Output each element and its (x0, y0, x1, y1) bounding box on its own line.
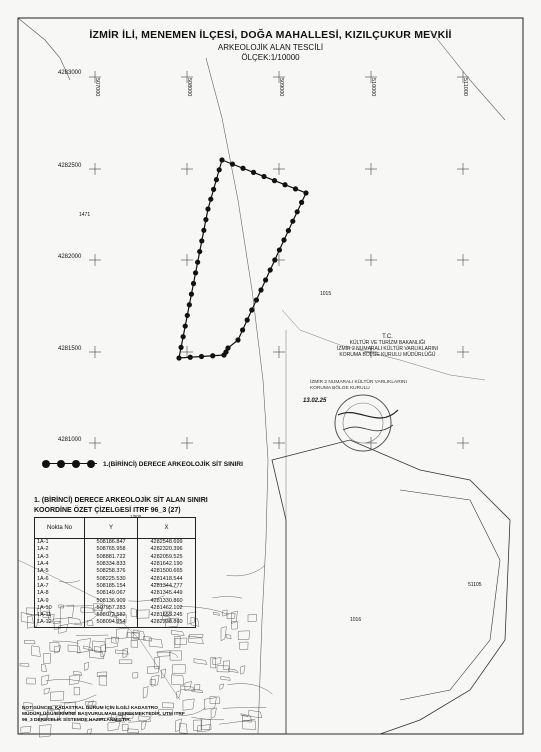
table-cell-y: 508149.067 (85, 590, 138, 597)
cadastral-parcel (94, 646, 101, 652)
cadastral-parcel (21, 726, 31, 733)
site-boundary-dot (189, 292, 194, 297)
table-cell-point: 1A-1 (35, 539, 85, 547)
site-boundary-dot (235, 337, 240, 342)
coord-table-title-line: KOORDİNE ÖZET ÇİZELGESİ ITRF 96_3 (27) (34, 507, 181, 514)
table-cell-x: 4281655.245 (138, 612, 196, 619)
cadastral-parcel (133, 673, 138, 678)
cadastral-parcel (27, 678, 36, 684)
legend-dotted-line-icon (42, 460, 97, 468)
map-subtitle: ARKEOLOJİK ALAN TESCİLİ (217, 43, 324, 52)
site-boundary-dot (199, 238, 204, 243)
cadastral-parcel (177, 690, 181, 698)
official-stamp (300, 334, 475, 358)
site-boundary-dot (210, 353, 215, 358)
site-boundary-dot (282, 182, 287, 187)
site-boundary-dot (263, 277, 268, 282)
grid-y-label-2: 4282500 (58, 163, 82, 169)
grid-crosses (89, 71, 469, 449)
table-cell-x: 4281345.449 (138, 590, 196, 597)
site-boundary-dot (208, 197, 213, 202)
table-row (35, 575, 196, 582)
table-cell-point: 1A-3 (35, 554, 85, 561)
legend (42, 460, 243, 468)
cadastral-parcel (44, 688, 50, 694)
cadastral-parcel (32, 646, 41, 657)
parcel-label: 1471 (79, 212, 91, 218)
boundary-line-north (430, 30, 505, 120)
table-row (35, 619, 196, 627)
cadastral-parcel (185, 681, 192, 690)
cadastral-line (212, 596, 242, 598)
parcel-label: 1016 (350, 617, 362, 623)
cadastral-parcel (119, 660, 132, 664)
boundary-line-main (206, 58, 268, 734)
site-boundary-dot (251, 170, 256, 175)
grid-y-label-3: 4282000 (58, 254, 82, 260)
site-boundary-dot (286, 228, 291, 233)
site-boundary-dot (240, 166, 245, 171)
site-boundary-dot (178, 345, 183, 350)
cadastral-line (191, 717, 224, 720)
cadastral-parcel (43, 653, 50, 663)
table-cell-x: 4281418.544 (138, 575, 196, 582)
table-cell-y: 508072.582 (85, 612, 138, 619)
cadastral-parcel (147, 666, 159, 673)
table-cell-point: 1A-7 (35, 583, 85, 590)
site-boundary-dot (205, 206, 210, 211)
cadastral-parcel (73, 671, 81, 675)
cadastral-parcel (84, 662, 89, 670)
cadastral-parcel (85, 702, 96, 706)
site-boundary-dot (187, 302, 192, 307)
table-row (35, 561, 196, 568)
cadastral-parcel (194, 659, 207, 665)
coord-table-scale: 1/500 (130, 514, 142, 519)
site-boundary-dot (197, 249, 202, 254)
cadastral-parcel (68, 645, 80, 652)
cadastral-parcel (220, 684, 224, 690)
table-cell-point: 1A-8 (35, 590, 85, 597)
site-boundary-dot (261, 174, 266, 179)
cadastral-parcel (175, 636, 181, 647)
column-header-x: X (138, 518, 196, 539)
site-boundary-dot (249, 307, 254, 312)
site-boundary-dot (290, 219, 295, 224)
site-boundary-dot (272, 178, 277, 183)
site-boundary-dot (214, 177, 219, 182)
site-boundary-dot (181, 334, 186, 339)
coordinate-table (34, 517, 196, 628)
table-cell-point: 1A-12 (35, 619, 85, 627)
cadastral-parcel (223, 610, 228, 616)
cadastral-line (227, 566, 265, 576)
table-cell-x: 4281344.777 (138, 583, 196, 590)
cadastral-parcel (24, 640, 35, 644)
cadastral-parcel (227, 613, 235, 619)
table-cell-y: 508225.530 (85, 575, 138, 582)
cadastral-parcel (41, 664, 46, 672)
table-cell-y: 508185.154 (85, 583, 138, 590)
site-boundary-dot (176, 355, 181, 360)
site-boundary-dot (268, 267, 273, 272)
table-cell-x: 4282238.860 (138, 619, 196, 627)
stamp-line: KÜLTÜR VE TURİZM BAKANLIĞI (349, 340, 426, 346)
table-row (35, 583, 196, 590)
cadastral-parcel (211, 657, 216, 668)
signature-date: 13.02.25 (303, 398, 327, 404)
cadastral-parcel (197, 725, 210, 732)
cadastral-parcel (172, 665, 185, 674)
site-boundary-dot (217, 167, 222, 172)
table-row (35, 590, 196, 597)
table-row (35, 546, 196, 553)
table-cell-point: 1A-10 (35, 605, 85, 612)
table-row (35, 539, 196, 547)
site-boundary-dot (295, 209, 300, 214)
table-cell-x: 4282059.525 (138, 554, 196, 561)
cadastral-parcel (248, 614, 257, 622)
site-boundary-dots (176, 157, 308, 360)
table-row (35, 597, 196, 604)
cadastral-parcel (123, 648, 128, 657)
site-boundary-dot (258, 287, 263, 292)
table-cell-y: 508881.722 (85, 554, 138, 561)
cadastral-parcel (223, 661, 229, 670)
site-boundary-dot (245, 317, 250, 322)
coord-table-title-line: 1. (BİRİNCİ) DERECE ARKEOLOJİK SİT ALAN SINIRI (34, 497, 208, 504)
table-cell-x: 4281642.190 (138, 561, 196, 568)
stamp-line: KORUMA BÖLGE KURULU (310, 386, 370, 391)
site-boundary-dot (188, 355, 193, 360)
table-cell-point: 1A-6 (35, 575, 85, 582)
site-boundary-dot (254, 297, 259, 302)
cadastral-parcel (232, 621, 238, 629)
table-cell-y: 507957.283 (85, 605, 138, 612)
table-cell-point: 1A-4 (35, 561, 85, 568)
grid-x-label-2: 508000 (186, 78, 192, 97)
cadastral-parcel (131, 640, 138, 647)
column-header-point: Nokta No (35, 518, 85, 539)
site-boundary-dot (191, 281, 196, 286)
table-cell-x: 4281462.102 (138, 605, 196, 612)
cadastral-parcel (240, 642, 248, 649)
cadastral-parcel (150, 679, 155, 684)
table-cell-y: 508258.376 (85, 568, 138, 575)
cadastral-parcel (143, 687, 148, 699)
grid-y-label-1: 4283000 (58, 70, 82, 76)
cadastral-parcel (42, 675, 49, 685)
cadastral-parcel (88, 729, 92, 734)
grid-x-label-3: 509000 (278, 78, 284, 97)
cadastral-parcel (74, 687, 80, 695)
cadastral-parcel (238, 631, 249, 640)
site-boundary-dot (219, 157, 224, 162)
site-boundary-dot (201, 228, 206, 233)
grid-y-label-5: 4281000 (58, 437, 82, 443)
cadastral-line (219, 719, 255, 724)
site-boundary-dot (240, 327, 245, 332)
cadastral-parcel (115, 650, 128, 654)
table-cell-y: 508136.909 (85, 597, 138, 604)
grid-y-label-4: 4281500 (58, 346, 82, 352)
site-boundary-dot (203, 217, 208, 222)
site-boundary-dot (193, 270, 198, 275)
site-boundary-dot (185, 313, 190, 318)
stamp-line: İZMİR 2 NUMARALI KÜLTÜR VARLIKLARINI (337, 346, 438, 352)
cadastral-parcel (158, 651, 170, 657)
site-boundary-dot (281, 237, 286, 242)
cadastral-parcel (175, 638, 187, 645)
table-cell-point: 1A-9 (35, 597, 85, 604)
cadastral-parcel (97, 672, 107, 677)
table-row (35, 612, 196, 619)
cadastral-parcel (39, 724, 51, 737)
seal-icon (318, 385, 408, 465)
table-cell-point: 1A-5 (35, 568, 85, 575)
cadastral-line (223, 707, 267, 708)
table-row (35, 605, 196, 612)
column-header-y: Y (85, 518, 138, 539)
site-boundary-dot (211, 187, 216, 192)
cadastral-parcel (192, 689, 203, 692)
grid-x-label-4: 510000 (370, 78, 376, 97)
cadastral-line (76, 635, 108, 636)
legend-label: 1.(BİRİNCİ) DERECE ARKEOLOJİK SİT SINIRI (103, 460, 243, 468)
cadastral-parcel (217, 666, 229, 672)
cadastral-parcel (152, 675, 159, 686)
cadastral-parcel (228, 669, 238, 673)
table-row (35, 554, 196, 561)
table-cell-x: 4281500.665 (138, 568, 196, 575)
cadastral-parcel (161, 669, 166, 678)
cadastral-parcel (127, 729, 138, 733)
site-boundary-dot (221, 352, 226, 357)
site-boundary-dot (293, 186, 298, 191)
site-boundary-dot (199, 354, 204, 359)
cadastral-parcel (20, 663, 29, 666)
site-boundary-dot (277, 247, 282, 252)
cadastral-parcel (221, 676, 231, 680)
site-boundary-dot (195, 260, 200, 265)
map-title: İZMİR İLİ, MENEMEN İLÇESİ, DOĞA MAHALLESİ, KIZILÇUKUR MEVKİİ (89, 29, 452, 41)
coord-table-title (34, 496, 208, 516)
table-cell-x: 4282320.396 (138, 546, 196, 553)
stamp-line: KORUMA BÖLGE KURULU MÜDÜRLÜĞÜ (339, 352, 436, 358)
table-cell-point: 1A-11 (35, 612, 85, 619)
table-cell-y: 508765.958 (85, 546, 138, 553)
table-row (35, 568, 196, 575)
map-scale: ÖLÇEK:1/10000 (241, 53, 300, 62)
cadastral-parcel (195, 685, 200, 690)
cadastral-parcel (84, 646, 93, 650)
grid-x-label-5: 511000 (462, 78, 468, 96)
cadastral-parcel (54, 646, 61, 654)
site-boundary-dot (183, 323, 188, 328)
cadastral-parcel (241, 666, 245, 675)
parcel-label: 1015 (320, 291, 332, 297)
site-boundary-dot (230, 162, 235, 167)
table-cell-y: 508334.833 (85, 561, 138, 568)
cadastral-parcel (213, 658, 221, 665)
cadastral-parcel (241, 714, 248, 717)
cadastral-parcel (188, 636, 203, 644)
table-cell-x: 4282548.699 (138, 539, 196, 547)
cadastral-parcel (50, 691, 64, 700)
grid-x-label-1: 507000 (94, 78, 100, 97)
cadastral-parcel (149, 638, 162, 647)
cadastral-parcel (170, 651, 182, 660)
table-cell-y: 508094.954 (85, 619, 138, 627)
site-boundary-dot (303, 190, 308, 195)
parcel-label: 51105 (468, 582, 482, 588)
cadastral-line (46, 679, 93, 684)
table-cell-x: 4281330.860 (138, 597, 196, 604)
cadastral-parcel (221, 627, 226, 641)
cadastral-parcel (171, 675, 183, 685)
stamp-line: İZMİR 2 NUMARALI KÜLTÜR VARLIKLARINI (310, 380, 407, 385)
table-cell-y: 508186.847 (85, 539, 138, 547)
cadastral-parcel (193, 720, 201, 730)
cadastral-parcel (226, 634, 231, 638)
cadastral-parcel (211, 708, 216, 719)
cadastral-parcel (171, 630, 184, 635)
stamp-line: T.C. (382, 334, 393, 340)
table-cell-point: 1A-2 (35, 546, 85, 553)
cadastral-parcel (99, 675, 107, 685)
cadastral-parcel (213, 612, 219, 615)
site-boundary-dot (299, 200, 304, 205)
site-boundary-dot (272, 257, 277, 262)
cadastral-line (227, 684, 272, 695)
footnote: NOT:GÜNCEL KADASTRAL DURUM İÇİN İLGİLİ KADASTRO MÜDÜRLÜĞÜ/BİRİMİNE BAŞVURULMASI GEREKMEKTEDİR. UTM ITRF 96_3 DERECELİK SİSTEMDE HAZIRLANMIŞTIR. (22, 706, 185, 723)
